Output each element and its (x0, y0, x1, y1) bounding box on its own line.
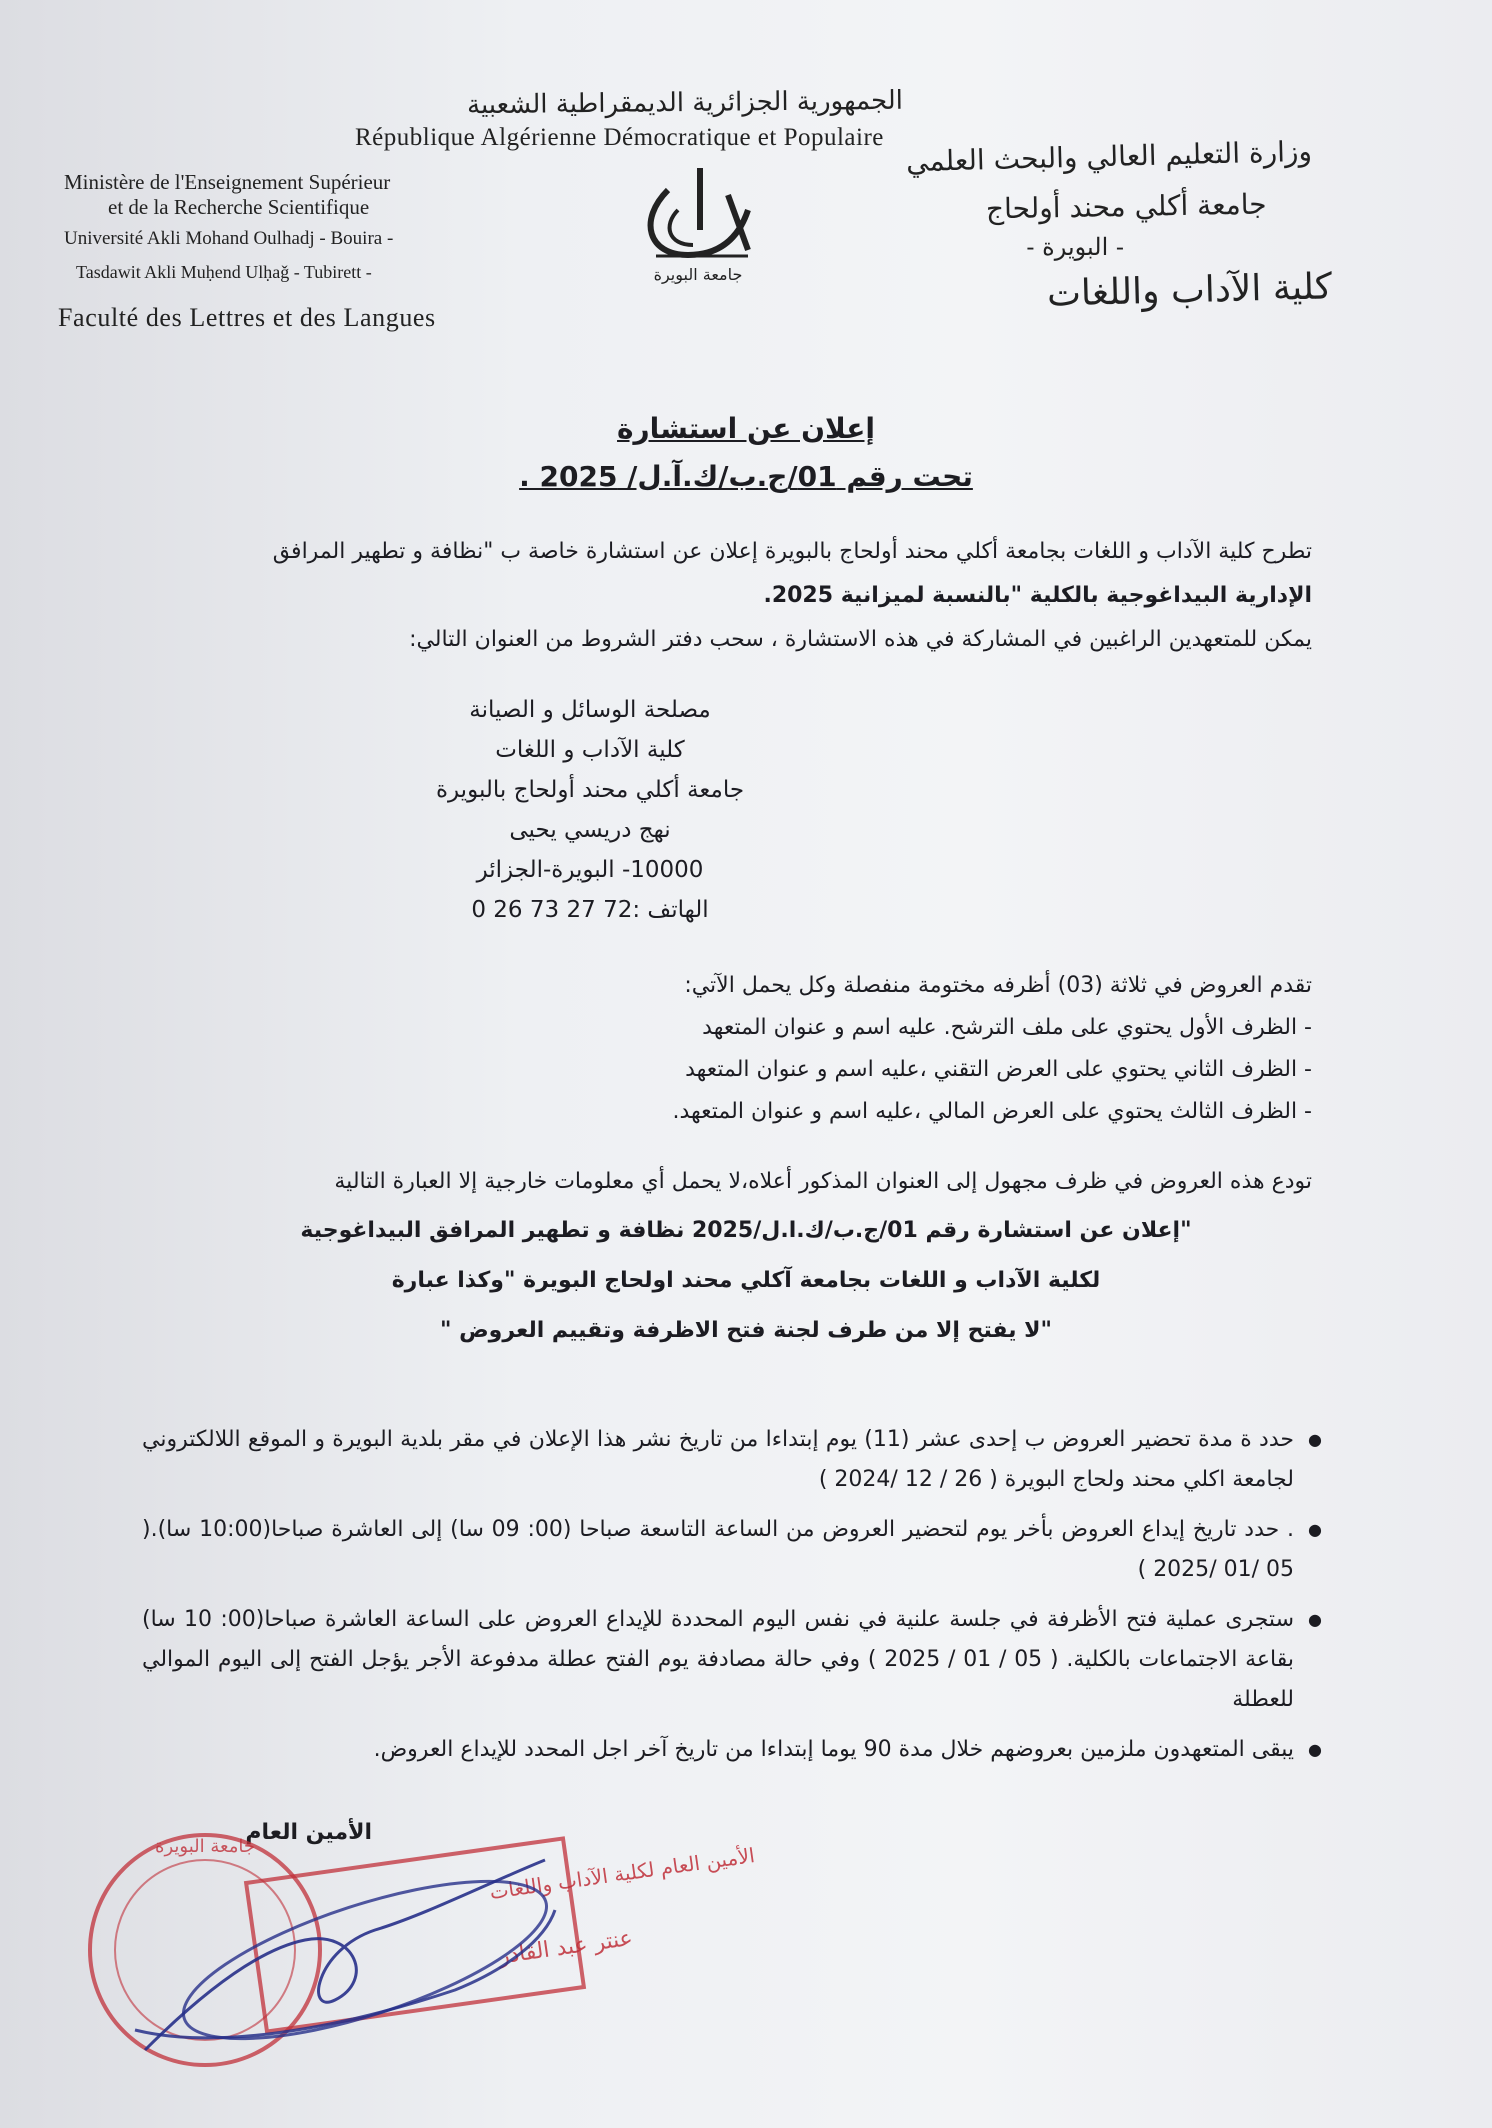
condition-item: ● حدد ة مدة تحضير العروض ب إحدى عشر (11) يوم إبتداءا من تاريخ نشر هذا الإعلان في مقر بلدية البويرة و الموقع اللالكتروني لجامعة اكلي محند ولحاج البويرة ( 26 / 12 /2024 ) (142, 1420, 1322, 1500)
announcement-title: إعلان عن استشارة (617, 412, 875, 445)
intro-line-2: الإدارية البيداغوجية بالكلية "بالنسبة لميزانية 2025. (763, 583, 1312, 608)
deposit-bold-1: "إعلان عن استشارة رقم 01/ج.ب/ك.ا.ل/2025 نظافة و تطهير المرافق البيداغوجية (300, 1218, 1192, 1243)
address-line: كلية الآداب و اللغات (495, 737, 685, 763)
deposit-bold-3: "لا يفتح إلا من طرف لجنة فتح الاظرفة وتقييم العروض " (439, 1318, 1053, 1343)
logo-caption: جامعة البويرة (653, 265, 743, 284)
header-ar-ministry: وزارة التعليم العالي والبحث العلمي (905, 134, 1313, 179)
stamp-name-text: عنتر عبد القادر (497, 1925, 635, 1970)
envelope-item: - الظرف الأول يحتوي على ملف الترشح. عليه اسم و عنوان المتعهد (702, 1015, 1312, 1040)
intro-line-1: تطرح كلية الآداب و اللغات بجامعة أكلي محند أولحاج بالبويرة إعلان عن استشارة خاصة ب "نظافة و تطهير المرافق (272, 539, 1312, 564)
header-fr-ministry-line2: et de la Recherche Scientifique (108, 195, 370, 219)
header-ar-faculty: كلية الآداب واللغات (1046, 266, 1333, 315)
header-ar-university: جامعة أكلي محند أولحاج (986, 187, 1268, 226)
stamp-title-text: الأمين العام لكلية الآداب واللغات (488, 1843, 757, 1905)
address-line: نهج دريسي يحيى (509, 817, 671, 843)
condition-item: ● يبقى المتعهدون ملزمين بعروضهم خلال مدة 90 يوما إبتداءا من تاريخ آخر اجل المحدد للإيداع العروض. (142, 1730, 1322, 1770)
address-block (0, 690, 1180, 930)
intro-line-3: يمكن للمتعهدين الراغبين في المشاركة في هذه الاستشارة ، سحب دفتر الشروط من العنوان التالي: (409, 627, 1312, 652)
address-line: 10000- البويرة-الجزائر (476, 857, 704, 883)
university-logo-icon (628, 160, 768, 290)
deposit-bold-2: لكلية الآداب و اللغات بجامعة آكلي محند اولحاج البويرة "وكذا عبارة (391, 1268, 1101, 1293)
header-fr-faculty: Faculté des Lettres et des Langues (58, 303, 436, 332)
official-stamp-icon (75, 1800, 757, 2100)
address-phone: الهاتف :72 27 73 26 0 (471, 897, 709, 923)
signer-title: الأمين العام (245, 1820, 372, 1845)
address-line: جامعة أكلي محند أولحاج بالبويرة (435, 777, 745, 803)
condition-item: ● . حدد تاريخ إيداع العروض بأخر يوم لتحضير العروض من الساعة التاسعة صباحا (00: 09 سا) إلى العاشرة صباحا(10:00 سا).( 05 /01 /2025 ) (142, 1510, 1322, 1590)
intro-paragraph (152, 530, 1312, 662)
stamp-border-text: جامعة البويرة (155, 1836, 255, 1857)
envelopes-section (152, 965, 1312, 1133)
header-fr-university-line2: Tasdawit Akli Muḥend Ulḥaǧ - Tubirett - (76, 262, 372, 282)
header-ar-city: - البويرة - (1026, 233, 1124, 261)
announcement-reference: تحت رقم 01/ج.ب/ك.آ.ل/ 2025 . (519, 460, 973, 493)
header-fr-republic: République Algérienne Démocratique et Populaire (355, 124, 884, 151)
envelope-item: - الظرف الثاني يحتوي على العرض التقني ،عليه اسم و عنوان المتعهد (685, 1057, 1312, 1082)
envelopes-intro: تقدم العروض في ثلاثة (03) أظرفه مختومة منفصلة وكل يحمل الآتي: (684, 973, 1312, 998)
conditions-list (142, 1420, 1322, 1780)
address-line: مصلحة الوسائل و الصيانة (469, 697, 711, 723)
deposit-line: تودع هذه العروض في ظرف مجهول إلى العنوان المذكور أعلاه،لا يحمل أي معلومات خارجية إلا العبارة التالية (334, 1169, 1312, 1194)
header-fr-university-line1: Université Akli Mohand Oulhadj - Bouira - (64, 228, 394, 249)
envelope-item: - الظرف الثالث يحتوي على العرض المالي ،عليه اسم و عنوان المتعهد. (672, 1099, 1312, 1124)
header-fr-ministry-line1: Ministère de l'Enseignement Supérieur (64, 170, 391, 194)
header-ar-republic: الجمهورية الجزائرية الديمقراطية الشعبية (466, 85, 904, 121)
condition-item: ● ستجرى عملية فتح الأظرفة في جلسة علنية في نفس اليوم المحددة للإيداع العروض على الساعة العاشرة صباحا(00: 10 سا) بقاعة الاجتماعات بالكلية. ( 05 / 01 / 2025 ) وفي حالة مصادفة يوم الفتح عطلة مدفوعة الأجر يؤجل الفتح إلى اليوم الموالي للعطلة (142, 1600, 1322, 1720)
